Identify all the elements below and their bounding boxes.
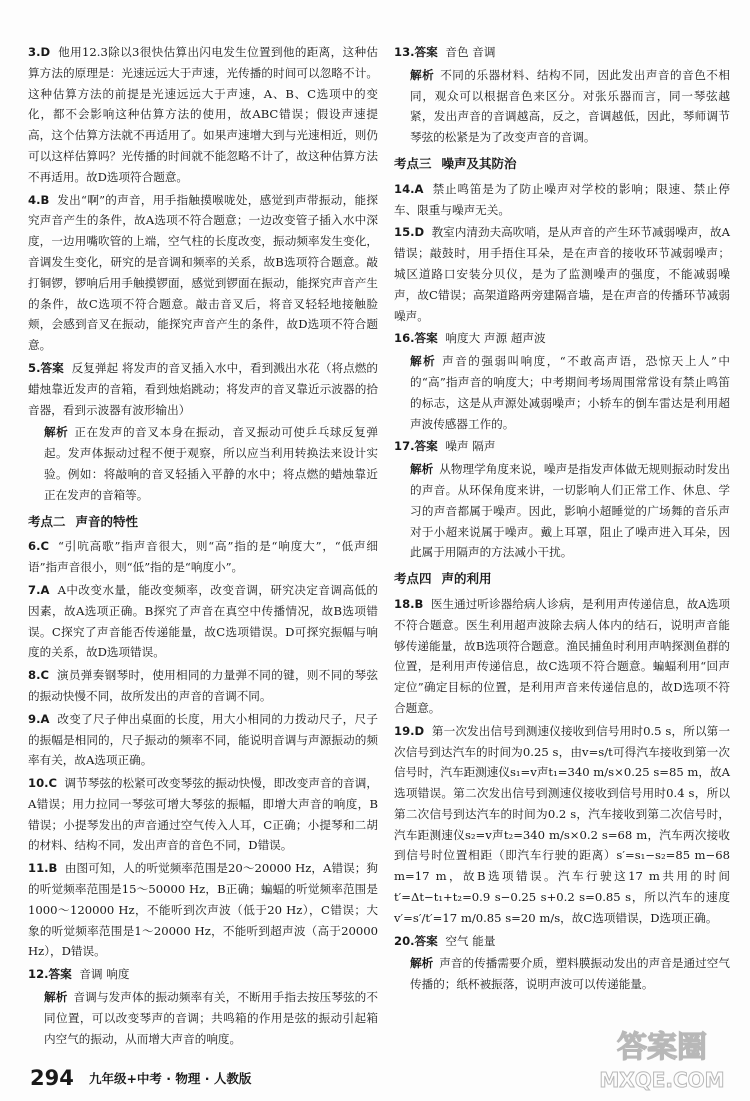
answer-q5: 5.答案 反复弹起 将发声的音叉插入水中，看到溅出水花（将点燃的蜡烛靠近发声的音箱，看到烛焰跳动；将发声的音叉靠近示波器的拾音器，看到示波器有波形输出） [28,360,379,417]
analysis-q5: 解析 正在发声的音叉本身在振动，音叉振动可使乒乓球反复弹起。发声体振动过程不便于观察，所以应当利用转换法来设计实验。例如：将敲响的音叉轻插入平静的水中；将点燃的蜡烛靠近正在发声的音箱等。 [44,425,378,502]
analysis-q20: 解析 声音的传播需要介质，塑料膜振动发出的声音是通过空气传播的；纸杯被振落，说明声波可以传递能量。 [410,956,730,992]
section-heading-2: 考点二 声音的特性 [28,513,139,529]
section-heading-3: 考点三 噪声及其防治 [394,155,517,171]
answer-q12: 12.答案 音调 响度 [28,967,130,982]
answer-q19: 19.D 第一次发出信号到测速仪接收到信号用时0.5 s，所以第一次信号到达汽车的时间为0.25 s，由v=s/t可得汽车接收到第一次信号时，汽车距测速仪s₁=v声t₁=340 m/s×0.25 s=85 m，故A选项错误。第二次发出信号到测速仪接收到信号用时0.4 s，所以第二次信号到达汽车的时间为0.2 s，汽车接收到第二次信号时，汽车距测速仪s₂=v声t₂=340 m/s×0.2 s=68 m，汽车两次接收到信号时位置相距（即汽车行驶的距离）s′=s₁−s₂=85 m−68 m=17 m，故B选项错误。汽车行驶这17 m共用的时间t′=Δt−t₁+t₂=0.9 s−0.25 s+0.2 s=0.85 s，所以汽车的速度v′=s′/t′=17 m/0.85 s=20 m/s，故C选项错误，D选项正确。 [394,723,731,925]
analysis-q13: 解析 不同的乐器材料、结构不同，因此发出声音的音色不相同，观众可以根据音色来区分。对张乐器而言，同一琴弦越紧，发出声音的音调越高，反之，音调越低，因此，琴师调节琴弦的松紧是为了改变声音的音调。 [410,67,730,145]
watermark-logo [592,1017,732,1095]
answer-q16: 16.答案 响度大 声源 超声波 [394,331,546,346]
answer-q6: 6.C “引吭高歌”指声音很大，则“高”指的是“响度大”，“低声细语”指声音很小，则“低”指的是“响度小”。 [28,539,378,575]
answer-q7: 7.A A中改变水量，能改变频率，改变音调，研究决定音调高低的因素，故A选项正确。B探究了声音在真空中传播情况，故B选项错误。C探究了声音能否传递能量，故C选项错误。D可探究振幅与响度的关系，故D选项错误。 [28,582,379,660]
analysis-q12: 解析 音调与发声体的振动频率有关，不断用手指去按压琴弦的不同位置，可以改变琴声的音调；共鸣箱的作用是弦的振动引起箱内空气的振动，从而增大声音的响度。 [44,990,378,1046]
section-heading-4: 考点四 声的利用 [394,571,492,587]
watermark-line2: MXQE.COM [599,1068,725,1092]
answer-q20: 20.答案 空气 能量 [394,933,496,948]
book-title: 九年级+中考 · 物理 · 人教版 [88,1071,252,1086]
answer-q11: 11.B 由图可知，人的听觉频率范围是20～20000 Hz，A错误；狗的听觉频率范围是15～50000 Hz，B正确；蝙蝠的听觉频率范围是1000～120000 Hz，不能听到次声波（低于20 Hz），C错误；大象的听觉频率范围是1～20000 Hz，不能听到超声波（高于20000 Hz），D错误。 [28,861,378,959]
answer-q18: 18.B 医生通过听诊器给病人诊病，是利用声传递信息，故A选项不符合题意。医生利用超声波除去病人体内的结石，说明声音能够传递能量，故B选项符合题意。渔民捕鱼时利用声呐探测鱼群的位置，是利用声传递信息，故C选项不符合题意。蝙蝠利用“回声定位”确定目标的位置，是利用声音来传递信息的，故D选项不符合题意。 [394,596,731,715]
page-footer [30,1066,251,1090]
answer-q17: 17.答案 噪声 隔声 [394,439,496,454]
analysis-q17: 解析 从物理学角度来说，噪声是指发声体做无规则振动时发出的声音。从环保角度来讲，一切影响人们正常工作、休息、学习的声音都属于噪声。因此，影响小超睡觉的广场舞的音乐声对于小超来说属于噪声。戴上耳罩，阻止了噪声进入耳朵，因此属于用隔声的方法减小干扰。 [410,462,730,560]
answer-q3: 3.D 他用12.3除以3很快估算出闪电发生位置到他的距离，这种估算方法的原理是：光速远远大于声速，光传播的时间可以忽略不计。这种估算方法的前提是光速远远大于声速，A、B、C选项中的变化，都不会影响这种估算方法的使用，故ABC错误；假设声速提高，这个估算方法就不再适用了。如果声速增大到与光速相近，则仍可以这样估算吗？光传播的时间就不能忽略不计了，故这种估算方法不再适用。故D选项符合题意。 [28,45,378,184]
analysis-q16: 解析 声音的强弱叫响度，“不敢高声语，恐惊天上人”中的“高”指声音的响度大；中考期间考场周围常常设有禁止鸣笛的标志，这是从声源处减弱噪声；小轿车的倒车雷达是利用超声波传感器工作的。 [410,354,730,431]
answer-q10: 10.C 调节琴弦的松紧可改变琴弦的振动快慢，即改变声音的音调，A错误；用力拉同一琴弦可增大琴弦的振幅，即增大声音的响度，B错误；小提琴发出的声音通过空气传入人耳，C正确；小提琴和二胡的材料、结构不同，发出声音的音色不同，D错误。 [28,776,378,853]
right-column [394,42,730,997]
watermark-line1: 答案圈 [617,1030,707,1065]
answer-q14: 14.A 禁止鸣笛是为了防止噪声对学校的影响；限速、禁止停车、限重与噪声无关。 [394,181,730,217]
answer-q8: 8.C 演员弹奏钢琴时，使用相同的力量弹不同的键，则不同的琴弦的振动快慢不同，故所发出的声音的音调不同。 [28,668,378,703]
answer-q4: 4.B 发出“啊”的声音，用手指触摸喉咙处，感觉到声带振动，能探究声音产生的条件，故A选项不符合题意；一边改变管子插入水中深度，一边用嘴吹管的上端，空气柱的长度改变，振动频率发生变化，音调发生变化，研究的是音调和频率的关系，故B选项符合题意。敲打铜锣，锣响后用手触摸锣面，感觉到锣面在振动，能探究声音产生的条件，故C选项不符合题意。敲击音叉后，将音叉轻轻地接触脸颊，会感到音叉在振动，能探究声音产生的条件，故D选项不符合题意。 [28,192,379,353]
answer-q15: 15.D 教室内清劲夫高吹哨，是从声音的产生环节减弱噪声，故A错误；敲鼓时，用手捂住耳朵，是在声音的接收环节减弱噪声；城区道路口安装分贝仪，是为了监测噪声的强度，不能减弱噪声，故C错误；高架道路两旁建隔音墙，是在声音的传播环节减弱噪声。 [394,225,730,323]
left-column [28,42,378,1051]
answer-q13: 13.答案 音色 音调 [394,45,496,59]
answer-q9: 9.A 改变了尺子伸出桌面的长度，用大小相同的力拨动尺子，尺子的振幅是相同的，尺子振动的频率不同，能说明音调与声源振动的频率有关，故A选项正确。 [28,711,378,768]
page-number: 294 [30,1066,74,1090]
